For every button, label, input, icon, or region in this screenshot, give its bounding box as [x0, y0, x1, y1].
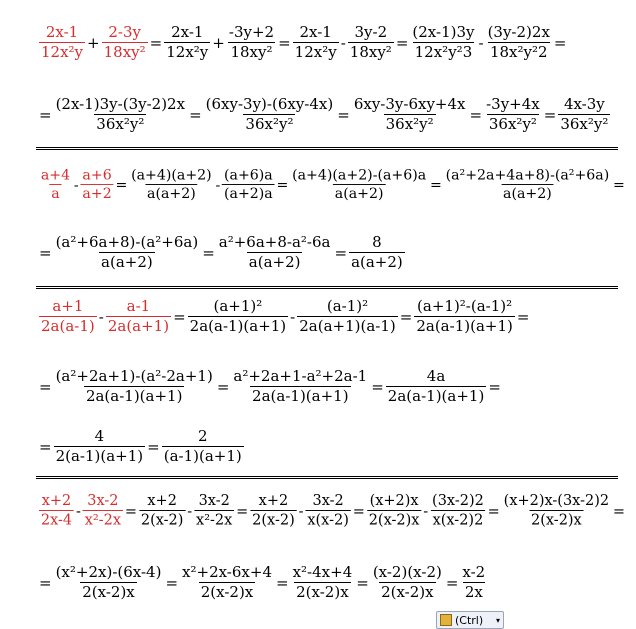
numerator: x+2	[258, 491, 289, 510]
operator: =	[334, 243, 348, 262]
operator: =	[352, 501, 365, 520]
operator: =	[276, 573, 289, 592]
numerator: 3x-2	[198, 491, 230, 510]
section-divider	[36, 476, 618, 479]
fraction	[194, 493, 234, 529]
denominator: 36x²y²	[96, 115, 145, 133]
operator: =	[115, 176, 128, 193]
problem2-row2	[38, 234, 406, 271]
operator: =	[124, 501, 138, 520]
operator: =	[516, 307, 530, 326]
fraction	[139, 493, 185, 529]
numerator: (a+4)(a+2)-(a+6)a	[292, 166, 427, 184]
operator: +	[212, 33, 225, 52]
numerator: (6xy-3y)-(6xy-4x)	[205, 95, 334, 113]
operator: =	[276, 176, 289, 193]
denominator: a(a+2)	[147, 184, 196, 202]
operator: =	[469, 105, 483, 124]
denominator: x²-2x	[84, 510, 122, 529]
problem3-row3	[38, 428, 245, 465]
numerator: (3x-2)2	[432, 491, 484, 510]
problem4-row2	[38, 564, 488, 601]
fraction	[502, 493, 611, 529]
operator: -	[478, 33, 484, 52]
numerator: (a-1)²	[326, 297, 369, 315]
fraction	[180, 564, 274, 601]
clipboard-icon	[440, 614, 452, 626]
fraction	[349, 234, 405, 271]
numerator: 3y-2	[354, 23, 388, 41]
denominator: 2(x-2)x	[200, 583, 254, 601]
problem2-row1	[38, 167, 626, 202]
denominator: a(a+2)	[334, 184, 384, 202]
operator: =	[39, 437, 52, 456]
denominator: 18xy²	[349, 43, 392, 61]
denominator: (a+2)a	[224, 184, 273, 202]
fraction	[162, 428, 244, 465]
operator: -	[98, 307, 104, 326]
operator: =	[612, 501, 626, 520]
fraction	[291, 564, 355, 601]
numerator: x²+2x-6x+4	[182, 563, 272, 581]
operator: -	[290, 307, 296, 326]
paste-options-label: (Ctrl)	[455, 613, 484, 627]
fraction	[352, 96, 468, 133]
chevron-down-icon: ▾	[495, 615, 500, 625]
denominator: a(a+2)	[351, 253, 403, 271]
numerator: (x+2)x	[369, 491, 419, 510]
fraction	[386, 368, 487, 405]
numerator: a²+6a+8-a²-6a	[218, 233, 331, 251]
numerator: 2-3y	[108, 23, 141, 41]
operator: =	[173, 307, 186, 326]
operator: =	[371, 377, 384, 396]
operator: -	[187, 501, 193, 520]
denominator: a(a+2)	[101, 253, 153, 271]
denominator: a(a+2)	[503, 184, 552, 202]
denominator: 36x²y²	[560, 115, 609, 133]
numerator: x+2	[41, 491, 72, 510]
denominator: 2(x-2)	[140, 510, 184, 529]
denominator: 2a(a-1)(a+1)	[416, 317, 513, 335]
fraction	[414, 298, 515, 335]
denominator: 2a(a-1)	[41, 317, 95, 335]
fraction	[410, 24, 476, 61]
fraction	[430, 493, 486, 529]
numerator: 3x-2	[87, 491, 119, 510]
operator: =	[399, 307, 413, 326]
operator: -	[73, 176, 79, 193]
operator: =	[278, 33, 291, 52]
operator: -	[423, 501, 429, 520]
fraction	[222, 167, 274, 202]
problem3-row1	[38, 298, 530, 335]
fraction	[129, 167, 213, 202]
denominator: (a-1)(a+1)	[163, 447, 242, 465]
denominator: 2x	[464, 583, 483, 601]
denominator: 2(a-1)(a+1)	[55, 447, 144, 465]
numerator: 8	[372, 233, 382, 251]
denominator: 18xy²	[230, 43, 273, 61]
numerator: a-1	[126, 297, 151, 315]
numerator: 4x-3y	[563, 95, 605, 113]
fraction	[54, 564, 164, 601]
numerator: 3x-2	[312, 491, 344, 510]
denominator: 2a(a+1)	[107, 317, 170, 335]
operator: =	[39, 105, 52, 124]
fraction	[250, 493, 296, 529]
operator: =	[149, 33, 163, 52]
numerator: 4	[94, 427, 105, 445]
numerator: 4a	[426, 367, 446, 385]
denominator: 18x²y²2	[489, 43, 548, 61]
numerator: (x-2)(x-2)	[372, 563, 442, 581]
denominator: x(x-2)	[307, 510, 349, 529]
denominator: 2(x-2)x	[531, 510, 582, 529]
given-fraction	[81, 167, 114, 202]
fraction	[54, 368, 215, 405]
fraction	[460, 564, 487, 601]
fraction	[217, 234, 333, 271]
operator: =	[445, 573, 459, 592]
problem4-row1	[38, 493, 626, 529]
fraction	[290, 167, 428, 202]
numerator: -3y+4x	[486, 95, 540, 113]
denominator: 2a(a-1)(a+1)	[189, 317, 287, 335]
operator: =	[337, 105, 350, 124]
denominator: 2a(a-1)(a+1)	[387, 387, 485, 405]
operator: =	[147, 437, 160, 456]
denominator: x(x-2)2	[432, 510, 484, 529]
operator: -	[298, 501, 304, 520]
denominator: 2(x-2)x	[296, 583, 349, 601]
operator: =	[553, 33, 567, 52]
denominator: a(a+2)	[248, 253, 301, 271]
denominator: 2(x-2)x	[368, 510, 420, 529]
operator: =	[488, 377, 501, 396]
section-divider	[36, 286, 618, 289]
operator: =	[39, 377, 52, 396]
fraction	[486, 24, 552, 61]
given-fraction	[39, 24, 85, 61]
numerator: 2	[197, 427, 208, 445]
operator: =	[216, 377, 230, 396]
operator: =	[543, 105, 557, 124]
fraction	[293, 24, 339, 61]
paste-options-button[interactable]	[436, 611, 504, 629]
operator: -	[215, 176, 221, 193]
numerator: 2x-1	[171, 23, 204, 41]
numerator: x-2	[462, 563, 486, 581]
fraction	[188, 298, 289, 335]
numerator: (a+4)(a+2)	[131, 166, 212, 184]
numerator: (2x-1)3y-(3y-2)2x	[55, 95, 186, 113]
denominator: 36x²y²	[488, 115, 537, 133]
denominator: 2(x-2)	[252, 510, 295, 529]
denominator: 12x²y	[41, 43, 84, 61]
denominator: 36x²y²	[385, 115, 434, 133]
denominator: 18xy²	[103, 43, 146, 61]
operator: -	[340, 33, 346, 52]
numerator: a²+2a+1-a²+2a-1	[233, 367, 368, 385]
numerator: a+6	[82, 166, 112, 184]
given-fraction	[102, 24, 148, 61]
operator: =	[202, 243, 215, 262]
fraction	[348, 24, 394, 61]
given-fraction	[39, 298, 97, 335]
denominator: a+2	[82, 184, 112, 202]
numerator: (3y-2)2x	[487, 23, 550, 41]
denominator: 36x²y²	[245, 115, 294, 133]
numerator: (2x-1)3y	[412, 23, 475, 41]
operator: =	[613, 176, 625, 193]
given-fraction	[83, 493, 123, 529]
denominator: a	[51, 184, 60, 202]
problem1-row2	[38, 96, 611, 133]
given-fraction	[106, 298, 171, 335]
fraction	[231, 368, 369, 405]
numerator: 2x-1	[45, 23, 79, 41]
numerator: x+2	[147, 491, 177, 510]
fraction	[371, 564, 444, 601]
numerator: (a+6)a	[224, 166, 273, 184]
numerator: a+4	[40, 166, 71, 184]
fraction	[444, 167, 611, 202]
fraction	[164, 24, 210, 61]
operator: =	[39, 573, 52, 592]
numerator: (a²+2a+1)-(a²-2a+1)	[55, 367, 213, 385]
denominator: 12x²y²3	[414, 43, 473, 61]
numerator: a+1	[52, 297, 84, 315]
numerator: 2x-1	[299, 23, 332, 41]
problem3-row2	[38, 368, 502, 405]
given-fraction	[39, 167, 72, 202]
numerator: (a²+6a+8)-(a²+6a)	[55, 233, 199, 251]
fraction	[367, 493, 422, 529]
denominator: 12x²y	[294, 43, 337, 61]
given-fraction	[39, 493, 74, 529]
numerator: 6xy-3y-6xy+4x	[353, 95, 466, 113]
fraction	[558, 96, 610, 133]
fraction	[484, 96, 542, 133]
fraction	[54, 428, 146, 465]
operator: =	[165, 573, 179, 592]
operator: =	[39, 243, 52, 262]
operator: =	[395, 33, 409, 52]
fraction	[54, 96, 187, 133]
fraction	[297, 298, 398, 335]
numerator: (a+1)²	[213, 297, 263, 315]
operator: =	[356, 573, 369, 592]
operator: =	[429, 176, 442, 193]
problem1-row1	[38, 24, 567, 61]
denominator: 2(x-2)x	[381, 583, 434, 601]
denominator: 2(x-2)x	[82, 583, 135, 601]
fraction	[227, 24, 276, 61]
denominator: 2a(a-1)(a+1)	[85, 387, 183, 405]
fraction	[54, 234, 201, 271]
section-divider	[36, 147, 618, 150]
denominator: 12x²y	[166, 43, 209, 61]
denominator: x²-2x	[196, 510, 233, 529]
operator: +	[87, 33, 100, 52]
denominator: 2x-4	[40, 510, 73, 529]
numerator: x²-4x+4	[292, 563, 353, 581]
operator: -	[76, 501, 81, 520]
numerator: (a²+2a+4a+8)-(a²+6a)	[445, 166, 610, 184]
denominator: 2a(a-1)(a+1)	[252, 387, 349, 405]
numerator: (x²+2x)-(6x-4)	[55, 563, 162, 581]
numerator: (x+2)x-(3x-2)2	[503, 491, 610, 510]
operator: =	[236, 501, 249, 520]
operator: =	[189, 105, 202, 124]
fraction	[305, 493, 350, 529]
operator: =	[487, 501, 500, 520]
fraction	[204, 96, 336, 133]
denominator: 2a(a+1)(a-1)	[299, 317, 396, 335]
numerator: -3y+2	[228, 23, 275, 41]
numerator: (a+1)²-(a-1)²	[417, 297, 513, 315]
